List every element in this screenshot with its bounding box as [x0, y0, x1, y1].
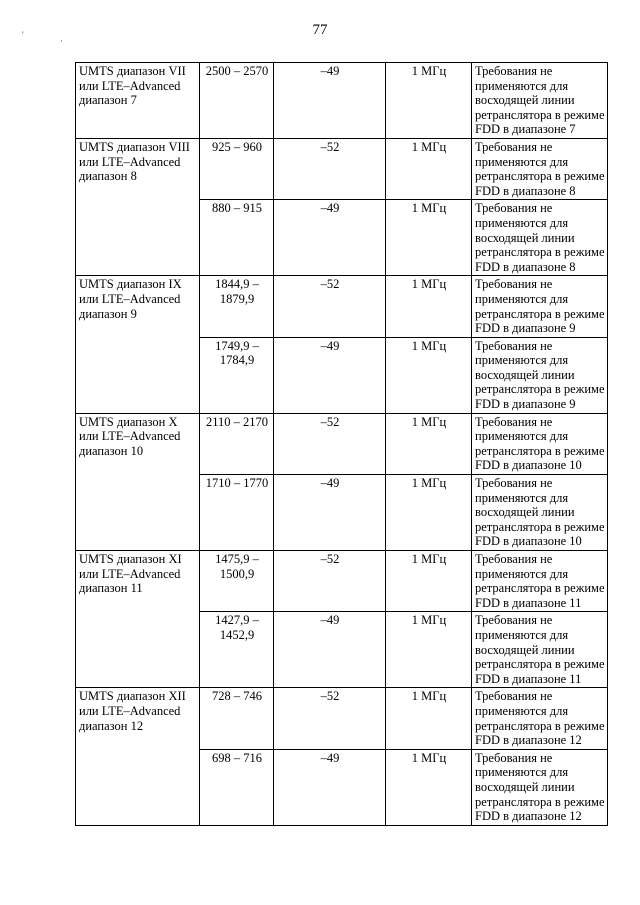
bandwidth-cell: 1 МГц [386, 749, 472, 825]
frequency-cell: 880 – 915 [200, 200, 274, 276]
note-cell: Требования не применяются для восходящей линии ретранслятора в режиме FDD в диапазоне 7 [472, 63, 608, 139]
scan-speck: · [60, 36, 63, 46]
frequency-cell: 1475,9 – 1500,9 [200, 551, 274, 612]
bandwidth-cell: 1 МГц [386, 337, 472, 413]
level-cell: –52 [274, 413, 386, 474]
frequency-cell: 925 – 960 [200, 138, 274, 199]
level-cell: –49 [274, 337, 386, 413]
level-cell: –49 [274, 63, 386, 139]
frequency-cell: 698 – 716 [200, 749, 274, 825]
band-cell: UMTS диапазон VII или LTE–Advanced диапазон 7 [76, 63, 200, 139]
table-row [76, 63, 608, 139]
note-cell: Требования не применяются для восходящей линии ретранслятора в режиме FDD в диапазоне 12 [472, 749, 608, 825]
level-cell: –49 [274, 475, 386, 551]
frequency-cell: 1749,9 – 1784,9 [200, 337, 274, 413]
bandwidth-cell: 1 МГц [386, 200, 472, 276]
spurious-emission-table [75, 62, 608, 826]
table-row [76, 138, 608, 199]
note-cell: Требования не применяются для восходящей линии ретранслятора в режиме FDD в диапазоне 11 [472, 612, 608, 688]
band-cell: UMTS диапазон XI или LTE–Advanced диапазон 11 [76, 551, 200, 688]
frequency-cell: 1844,9 – 1879,9 [200, 276, 274, 337]
table-row [76, 688, 608, 749]
note-cell: Требования не применяются для ретранслятора в режиме FDD в диапазоне 8 [472, 138, 608, 199]
bandwidth-cell: 1 МГц [386, 612, 472, 688]
bandwidth-cell: 1 МГц [386, 688, 472, 749]
note-cell: Требования не применяются для восходящей линии ретранслятора в режиме FDD в диапазоне 9 [472, 337, 608, 413]
band-cell: UMTS диапазон IX или LTE–Advanced диапазон 9 [76, 276, 200, 413]
frequency-cell: 728 – 746 [200, 688, 274, 749]
level-cell: –52 [274, 688, 386, 749]
level-cell: –49 [274, 612, 386, 688]
note-cell: Требования не применяются для ретранслятора в режиме FDD в диапазоне 9 [472, 276, 608, 337]
level-cell: –49 [274, 200, 386, 276]
frequency-cell: 2500 – 2570 [200, 63, 274, 139]
note-cell: Требования не применяются для восходящей линии ретранслятора в режиме FDD в диапазоне 8 [472, 200, 608, 276]
level-cell: –52 [274, 138, 386, 199]
note-cell: Требования не применяются для восходящей линии ретранслятора в режиме FDD в диапазоне 10 [472, 475, 608, 551]
page-number: 77 [312, 22, 328, 38]
scan-speck: ' [22, 30, 24, 40]
table-row [76, 413, 608, 474]
band-cell: UMTS диапазон X или LTE–Advanced диапазон 10 [76, 413, 200, 550]
note-cell: Требования не применяются для ретранслятора в режиме FDD в диапазоне 11 [472, 551, 608, 612]
frequency-cell: 1427,9 – 1452,9 [200, 612, 274, 688]
frequency-cell: 2110 – 2170 [200, 413, 274, 474]
frequency-cell: 1710 – 1770 [200, 475, 274, 551]
table-row [76, 276, 608, 337]
bandwidth-cell: 1 МГц [386, 475, 472, 551]
bandwidth-cell: 1 МГц [386, 413, 472, 474]
bandwidth-cell: 1 МГц [386, 276, 472, 337]
table-row [76, 551, 608, 612]
level-cell: –49 [274, 749, 386, 825]
bandwidth-cell: 1 МГц [386, 138, 472, 199]
level-cell: –52 [274, 551, 386, 612]
level-cell: –52 [274, 276, 386, 337]
note-cell: Требования не применяются для ретранслятора в режиме FDD в диапазоне 10 [472, 413, 608, 474]
bandwidth-cell: 1 МГц [386, 63, 472, 139]
band-cell: UMTS диапазон XII или LTE–Advanced диапазон 12 [76, 688, 200, 825]
note-cell: Требования не применяются для ретранслятора в режиме FDD в диапазоне 12 [472, 688, 608, 749]
band-cell: UMTS диапазон VIII или LTE–Advanced диапазон 8 [76, 138, 200, 275]
bandwidth-cell: 1 МГц [386, 551, 472, 612]
